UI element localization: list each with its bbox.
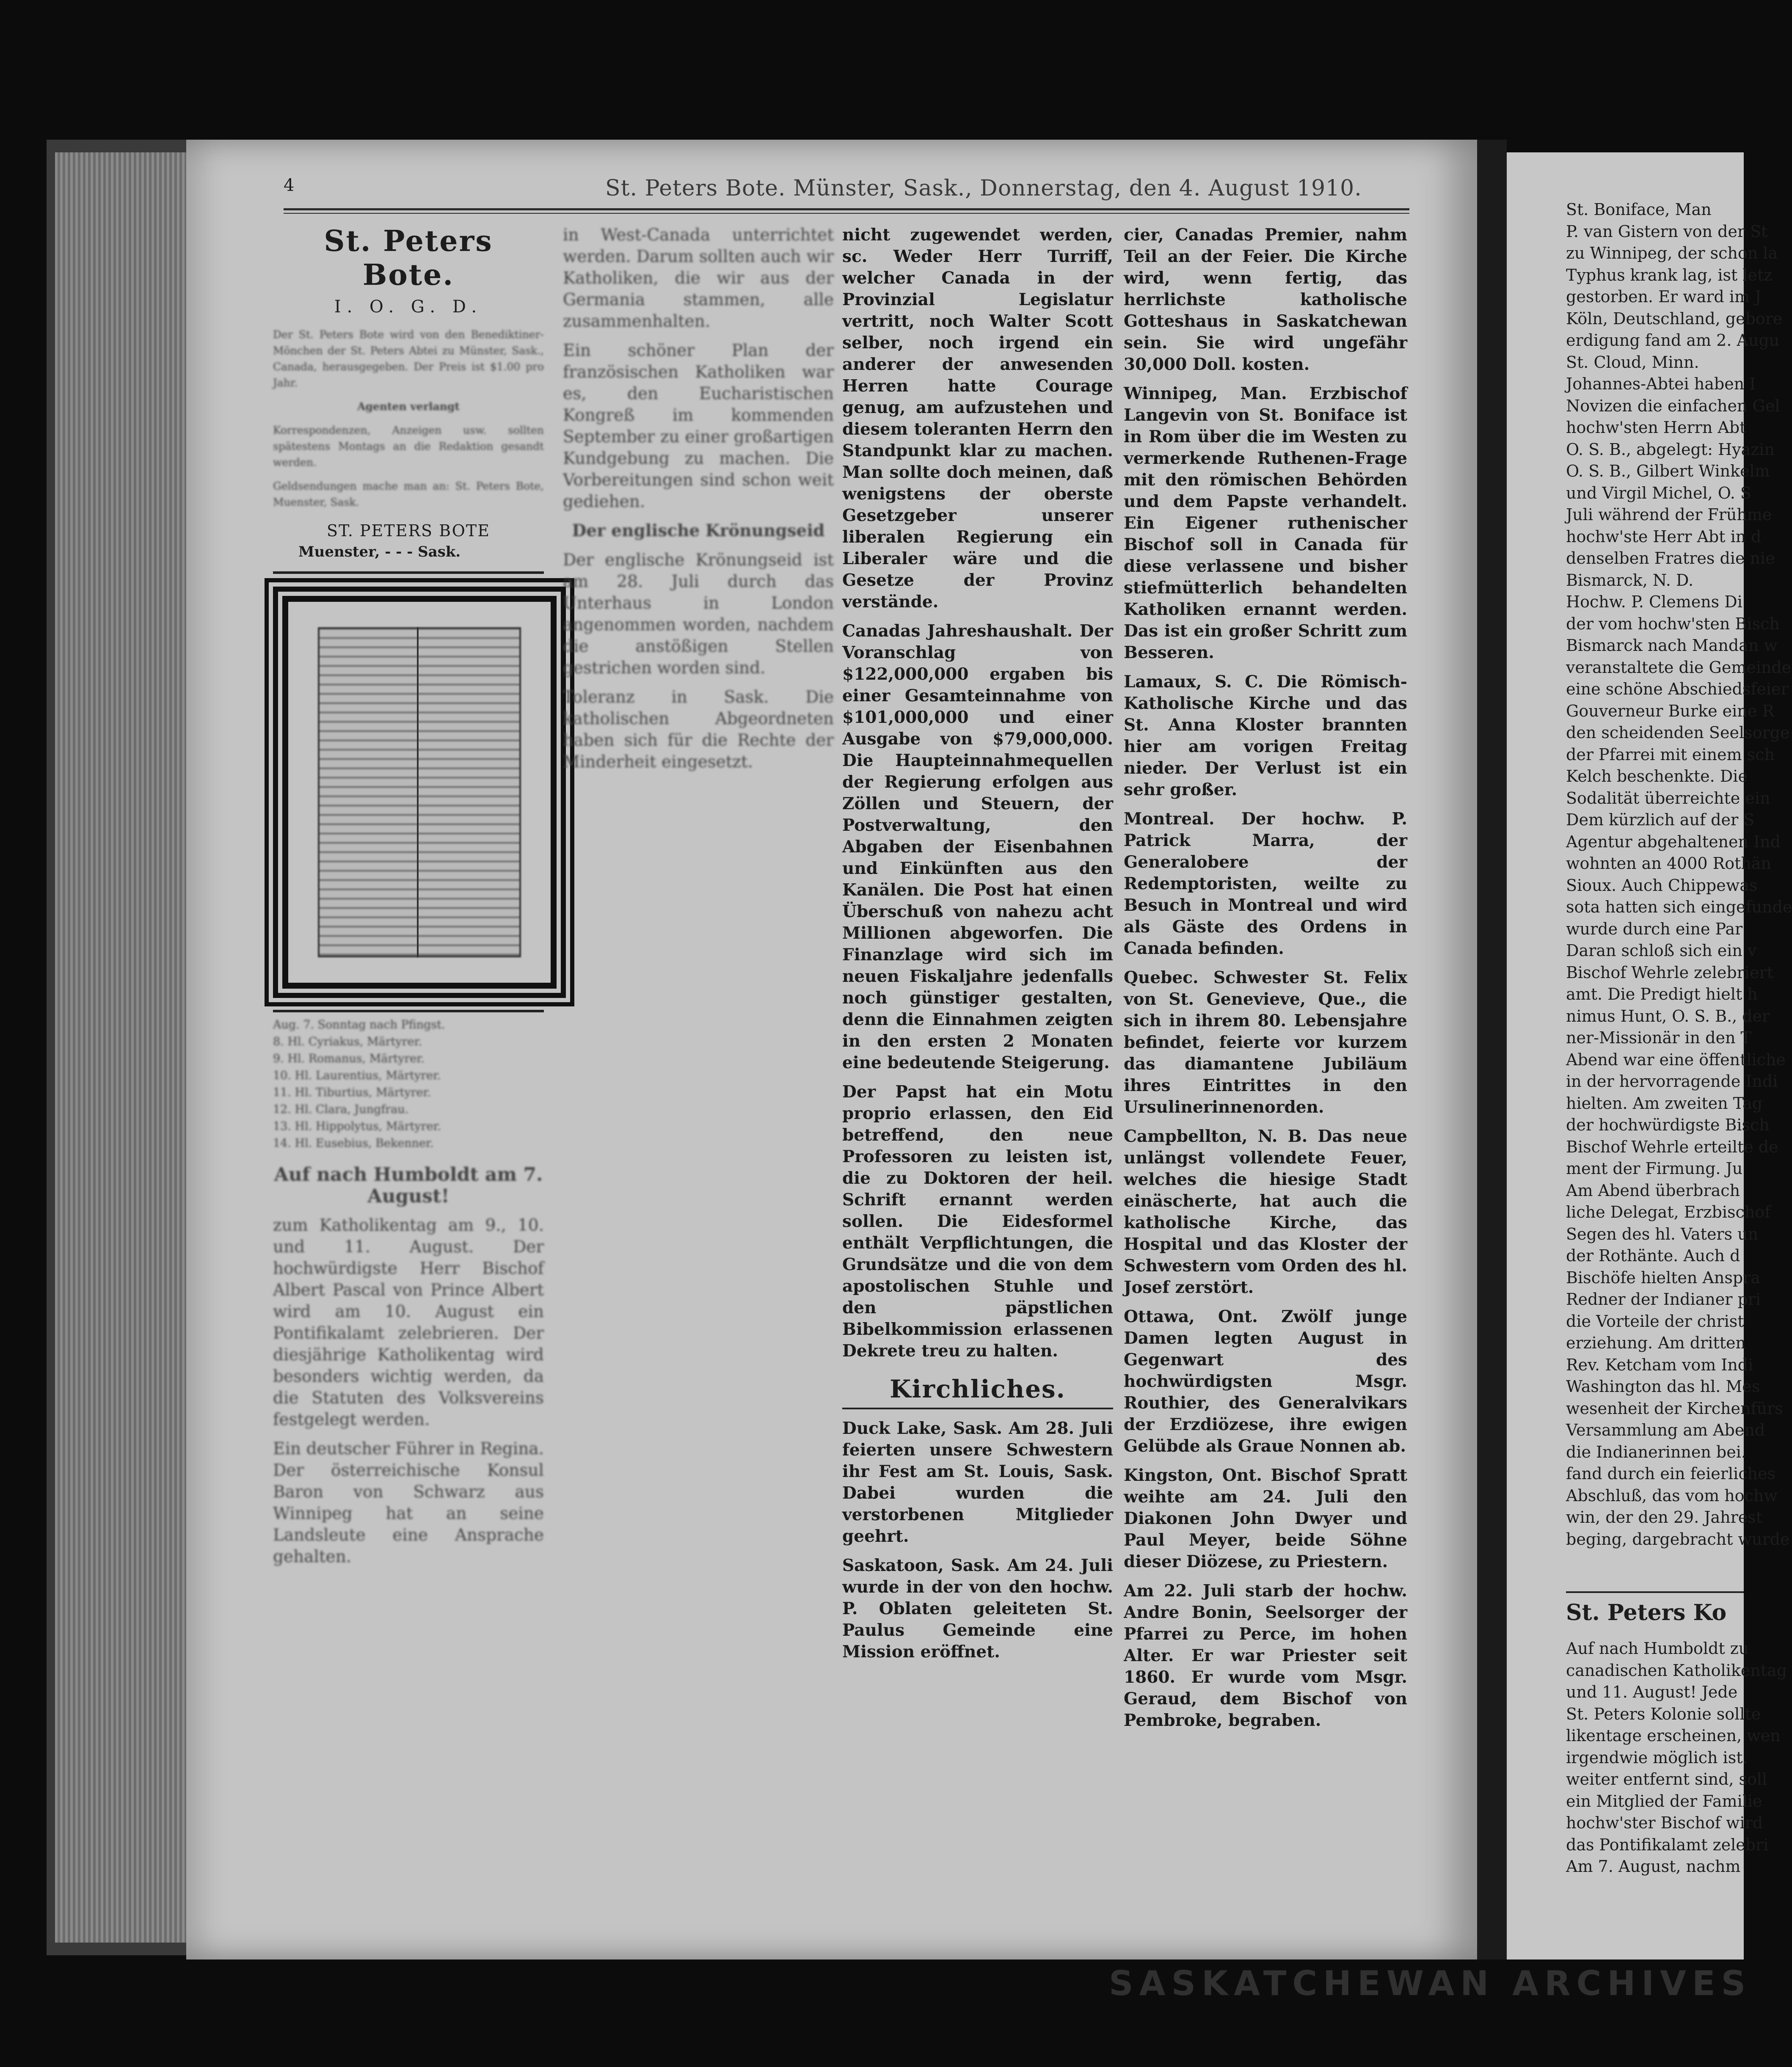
payment-notice: Geldsendungen mache man an: St. Peters Bote, Muenster, Sask.: [273, 480, 544, 508]
text-line: wurde durch eine Par: [1566, 919, 1743, 938]
feast-item: 9. Hl. Romanus, Märtyrer.: [273, 1052, 425, 1065]
text-line: Am 7. August, nachm: [1566, 1857, 1741, 1876]
text-line: Sodalität überreichte ein: [1566, 788, 1770, 808]
text-line: ment der Firmung. Ju: [1566, 1159, 1743, 1178]
text-line: der hochwürdigste Bisch: [1566, 1116, 1770, 1134]
text-line: Daran schloß sich ein v: [1566, 941, 1757, 960]
text-line: Novizen die einfachen Gel: [1566, 396, 1780, 415]
text-line: erdigung fand am 2. Augu: [1566, 331, 1780, 350]
text-line: Rev. Ketcham vom Indi: [1566, 1355, 1753, 1374]
text-line: canadischen Katholikentag: [1566, 1661, 1787, 1680]
text-line: Bischof Wehrle zelebriert: [1566, 963, 1773, 982]
masthead-footer-name: ST. PETERS BOTE: [327, 521, 490, 540]
text-line: Typhus krank lag, ist letz: [1566, 265, 1773, 284]
article-paragraph: Kingston, Ont. Bischof Spratt weihte am 24. Juli den Diakonen John Dwyer und Paul Meyer, beide Söhne dieser Diözese, zu Priestern.: [1124, 1466, 1407, 1571]
article-paragraph: Winnipeg, Man. Erzbischof Langevin von St. Boniface ist in Rom über die im Westen zu vermerkende Ruthenen-Frage mit den römischen Behörden und dem Papste verhandelt. Ein Eigener ruthenischer Bischof soll in Canada für diese verlassene und bisher stiefmütterlich behandelten Katholiken ernannt werden. Das ist ein großer Schritt zum Besseren.: [1124, 384, 1407, 662]
text-line: Versammlung am Abend: [1566, 1421, 1765, 1439]
text-line: Am Abend überbrach: [1566, 1181, 1740, 1200]
text-line: weiter entfernt sind, soll: [1566, 1770, 1767, 1789]
masthead-rule: [273, 571, 544, 574]
right-page-heading: St. Peters Ko: [1566, 1600, 1727, 1626]
text-line: sota hatten sich eingefunde: [1566, 898, 1792, 916]
text-line: und Virgil Michel, O. S: [1566, 483, 1751, 502]
column-4: [1124, 224, 1407, 1862]
text-line: nimus Hunt, O. S. B., der: [1566, 1006, 1770, 1025]
column-1-articles: [273, 1215, 544, 1568]
article-paragraph: Ein schöner Plan der französischen Katholiken war es, den Eucharistischen Kongreß im kommenden September zu einer großartigen Kundgebung zu machen. Die Vorbereitungen sind schon weit gediehen.: [563, 341, 834, 511]
feast-list: [273, 1017, 544, 1152]
text-line: fand durch ein feierliches: [1566, 1464, 1776, 1483]
text-line: wesenheit der Kirchenfürs: [1566, 1399, 1783, 1418]
text-line: ner-Missionär in den T: [1566, 1028, 1751, 1047]
column-1: [273, 224, 544, 1871]
calendar-divider: [417, 627, 419, 957]
feast-item: 8. Hl. Cyriakus, Märtyrer.: [273, 1035, 422, 1048]
text-line: P. van Gistern von der St: [1566, 222, 1768, 241]
archive-watermark: SASKATCHEWAN ARCHIVES: [1109, 1964, 1752, 2003]
text-line: Segen des hl. Vaters un: [1566, 1224, 1759, 1243]
page-number: 4: [284, 176, 295, 195]
feast-item: 11. Hl. Tiburtius, Märtyrer.: [273, 1086, 431, 1099]
text-line: veranstaltete die Gemeinde: [1566, 658, 1792, 677]
text-line: Hochw. P. Clemens Di: [1566, 593, 1742, 611]
text-line: in der hervorragende Indi: [1566, 1072, 1778, 1091]
article-paragraph: in West-Canada unterrichtet werden. Darum sollten auch wir Katholiken, die wir aus der Germania stammen, alle zusammenhalten.: [563, 226, 834, 331]
article-paragraph: Der Papst hat ein Motu proprio erlassen, den Eid betreffend, den neue Professoren zu leisten ist, die zu Doktoren der heil. Schrift ernannt werden sollen. Die Eidesformel enthält Verpflichtungen, die Grundsätze und die von dem apostolischen Stuhle und den päpstlichen Bibelkommission erlassenen Dekrete treu zu halten.: [842, 1082, 1113, 1361]
page-edges: [55, 152, 195, 1943]
text-line: gestorben. Er ward im J: [1566, 287, 1762, 306]
text-line: Gouverneur Burke eine R: [1566, 701, 1774, 720]
calendar-rule: [273, 1010, 544, 1012]
church-news-heading: Kirchliches.: [890, 1375, 1066, 1403]
text-line: denselben Fratres die nie: [1566, 549, 1775, 568]
text-line: liche Delegat, Erzbischof: [1566, 1203, 1771, 1221]
text-line: hochw'sten Herrn Abt: [1566, 418, 1746, 437]
agents-wanted: Agenten verlangt: [357, 400, 460, 413]
article-paragraph: Der englische Krönungseid ist am 28. Juli durch das Unterhaus in London angenommen worden, nachdem die anstößigen Stellen gestrichen worden sind.: [563, 551, 834, 678]
text-line: hielten. Am zweiten Tag: [1566, 1094, 1763, 1113]
right-page-tail-lines: [1566, 1638, 1787, 1878]
book-gutter: [1477, 140, 1507, 1960]
text-line: Redner der Indianer pri: [1566, 1290, 1761, 1309]
text-line: zu Winnipeg, der schon la: [1566, 244, 1778, 262]
feast-item: 14. Hl. Eusebius, Bekenner.: [273, 1137, 434, 1150]
article-paragraph: Saskatoon, Sask. Am 24. Juli wurde in der von den hochw. P. Oblaten geleiteten St. Paulus Gemeinde eine Mission eröffnet.: [842, 1556, 1113, 1662]
masthead-motto: I. O. G. D.: [334, 297, 483, 317]
article-paragraph: nicht zugewendet werden, sc. Weder Herr Turriff, welcher Canada in der Provinzial Legislatur vertritt, noch Walter Scott selber, noch irgend ein anderer der anwesenden Herren hatte Courage genug, am aufzustehen und diesem toleranten Herrn den Standpunkt klar zu machen. Man sollte doch meinen, daß wenigstens der oberste Gesetzgeber unserer liberalen Regierung ein Liberaler wäre und die Gesetze der Provinz verstände.: [842, 225, 1113, 612]
column-2: [563, 224, 834, 1862]
coronation-oath-heading: Der englische Krönungseid: [572, 521, 825, 540]
text-line: der vom hochw'sten Bisch: [1566, 614, 1780, 633]
text-line: das Pontifikalamt zelebri: [1566, 1835, 1769, 1854]
article-paragraph: Duck Lake, Sask. Am 28. Juli feierten unsere Schwestern ihr Fest am St. Louis, Sask. Dabei wurden die verstorbenen Mitglieder geehrt.: [842, 1419, 1113, 1546]
text-line: Auf nach Humboldt zu: [1566, 1639, 1749, 1658]
text-line: Abend war eine öffentliche: [1566, 1050, 1786, 1069]
text-line: Dem kürzlich auf der S: [1566, 810, 1755, 829]
text-line: ein Mitglied der Familie: [1566, 1791, 1762, 1811]
article-paragraph: Campbellton, N. B. Das neue unlängst vollendete Feuer, welches die hiesige Stadt einäscherte, hat auch die katholische Kirche, das Hospital und das Kloster der Schwestern vom Orden des hl. Josef zerstört.: [1124, 1127, 1407, 1297]
running-head: [284, 176, 1414, 201]
text-line: St. Cloud, Minn.: [1566, 353, 1699, 372]
text-line: hochw'ste Herr Abt in d: [1566, 527, 1762, 546]
right-page-tail: [1566, 1638, 1787, 1934]
text-line: die Indianerinnen bei.: [1566, 1442, 1746, 1461]
article-paragraph: Ein deutscher Führer in Regina. Der österreichische Konsul Baron von Schwarz aus Winnipeg hat an seine Landsleute eine Ansprache gehalten.: [273, 1439, 544, 1566]
text-line: die Vorteile der christ: [1566, 1312, 1744, 1331]
text-line: St. Peters Kolonie sollte: [1566, 1704, 1761, 1723]
feast-item: 12. Hl. Clara, Jungfrau.: [273, 1103, 409, 1116]
text-line: amt. Die Predigt hielt h: [1566, 985, 1758, 1003]
right-page-lines: [1566, 199, 1792, 1550]
text-line: der Pfarrei mit einem sch: [1566, 745, 1775, 764]
feast-item: 13. Hl. Hippolytus, Märtyrer.: [273, 1120, 441, 1133]
text-line: Köln, Deutschland, gebore: [1566, 309, 1783, 328]
calendar-table: [318, 627, 521, 957]
text-line: Sioux. Auch Chippewas: [1566, 876, 1758, 895]
article-paragraph: Montreal. Der hochw. P. Patrick Marra, der Generalobere der Redemptoristen, weilte zu Besuch in Montreal und wird als Gäste des Ordens in Canada befinden.: [1124, 809, 1407, 958]
text-line: den scheidenden Seelsorge: [1566, 723, 1790, 742]
text-line: wohnten an 4000 Rothän: [1566, 854, 1772, 873]
running-head-title: St. Peters Bote. Münster, Sask., Donnerstag, den 4. August 1910.: [605, 176, 1362, 201]
text-line: Bismarck, N. D.: [1566, 570, 1694, 590]
text-line: Bismarck nach Mandan w: [1566, 636, 1778, 655]
masthead-title: St. Peters Bote.: [324, 224, 493, 292]
text-line: hochw'ster Bischof wird: [1566, 1813, 1763, 1832]
text-line: win, der den 29. Jahrest: [1566, 1508, 1763, 1527]
masthead-footer-place: Muenster, - - - Sask.: [298, 543, 461, 560]
article-paragraph: Quebec. Schwester St. Felix von St. Genevieve, Que., die sich in ihrem 80. Lebensjahre befindet, feierte vor kurzem das diamantene Jubiläum ihres Eintrittes in den Ursulinerinnenorden.: [1124, 968, 1407, 1117]
text-line: Agentur abgehaltenen Ind: [1566, 832, 1781, 851]
article-paragraph: Canadas Jahreshaushalt. Der Voranschlag von $122,000,000 ergaben bis einer Gesamteinnahme von $101,000,000 und einer Ausgabe von $79,000,000. Die Haupteinnahmequellen der Regierung erfolgen aus Zöllen und Steuern, der Postverwaltung, den Abgaben der Eisenbahnen und Einkünften aus den Kanälen. Die Post hat einen Überschuß von nahezu acht Millionen abgeworfen. Die Finanzlage wird sich im neuen Fiskaljahre jedenfalls noch günstiger gestalten, denn die Einnahmen zeigten in den ersten 2 Monaten eine bedeutende Steigerung.: [842, 621, 1113, 1072]
article-paragraph: Toleranz in Sask. Die katholischen Abgeordneten haben sich für die Rechte der Minderheit eingesetzt.: [563, 688, 834, 772]
feast-item: 10. Hl. Laurentius, Märtyrer.: [273, 1069, 441, 1082]
church-calendar-box: [282, 596, 557, 989]
article-paragraph: Ottawa, Ont. Zwölf junge Damen legten August in Gegenwart des hochwürdigsten Msgr. Routhier, des Generalvikars der Erzdiözese, ihre ewigen Gelübde als Graue Nonnen ab.: [1124, 1307, 1407, 1456]
column-3: [842, 224, 1113, 1862]
text-line: St. Boniface, Man: [1566, 200, 1712, 219]
masthead-notices: [273, 327, 544, 510]
humboldt-heading: Auf nach Humboldt am 7. August!: [274, 1164, 543, 1207]
article-paragraph: Lamaux, S. C. Die Römisch-Katholische Kirche und das St. Anna Kloster brannten hier am vorigen Freitag nieder. Der Verlust ist ein sehr großer.: [1124, 672, 1407, 799]
text-line: Washington das hl. Mes: [1566, 1377, 1760, 1396]
publisher-notice: Der St. Peters Bote wird von den Benediktiner-Mönchen der St. Peters Abtei zu Münster, Sask., Canada, herausgegeben. Der Preis ist $1.00 pro Jahr.: [273, 328, 544, 389]
text-line: Kelch beschenkte. Die: [1566, 767, 1748, 785]
text-line: O. S. B., Gilbert Winkelm: [1566, 462, 1770, 480]
text-line: Bischof Wehrle erteilte de: [1566, 1137, 1778, 1156]
text-line: Johannes-Abtei haben I: [1566, 375, 1756, 393]
text-line: eine schöne Abschiedsfeier: [1566, 680, 1789, 698]
text-line: Juli während der Frühme: [1566, 505, 1772, 524]
text-line: beging, dargebracht wurde: [1566, 1530, 1790, 1549]
article-paragraph: cier, Canadas Premier, nahm Teil an der Feier. Die Kirche wird, wenn fertig, das herrlichste katholische Gotteshaus in Saskatchewan sein. Sie wird ungefähr 30,000 Doll. kosten.: [1124, 225, 1407, 374]
text-line: erziehung. Am dritten: [1566, 1334, 1746, 1352]
text-line: likentage erscheinen, wen: [1566, 1726, 1781, 1745]
text-line: und 11. August! Jede: [1566, 1683, 1738, 1701]
text-line: der Rothänte. Auch d: [1566, 1246, 1740, 1265]
feast-item: Aug. 7. Sonntag nach Pfingst.: [273, 1018, 445, 1031]
text-line: Abschluß, das vom hochw: [1566, 1486, 1778, 1505]
right-page-rule: [1566, 1591, 1744, 1593]
text-line: O. S. B., abgelegt: Hyazin: [1566, 440, 1775, 459]
article-paragraph: zum Katholikentag am 9., 10. und 11. August. Der hochwürdigste Herr Bischof Albert Pascal von Prince Albert wird am 10. August ein Pontifikalamt zelebrieren. Der diesjährige Katholikentag wird besonders wichtig werden, da die Statuten des Volksvereins festgelegt werden.: [273, 1216, 544, 1429]
header-rule-thin: [284, 213, 1409, 214]
correspondence-notice: Korrespondenzen, Anzeigen usw. sollten spätestens Montags an die Redaktion gesandt werden.: [273, 424, 544, 469]
header-rule: [284, 208, 1409, 210]
article-paragraph: Am 22. Juli starb der hochw. Andre Bonin, Seelsorger der Pfarrei zu Perce, im hohen Alter. Er war Priester seit 1860. Er wurde vom Msgr. Geraud, dem Bischof von Pembroke, begraben.: [1124, 1581, 1407, 1730]
text-line: irgendwie möglich ist.: [1566, 1748, 1748, 1767]
text-line: Bischöfe hielten Anspra: [1566, 1268, 1760, 1287]
section-rule: [842, 1408, 1113, 1409]
